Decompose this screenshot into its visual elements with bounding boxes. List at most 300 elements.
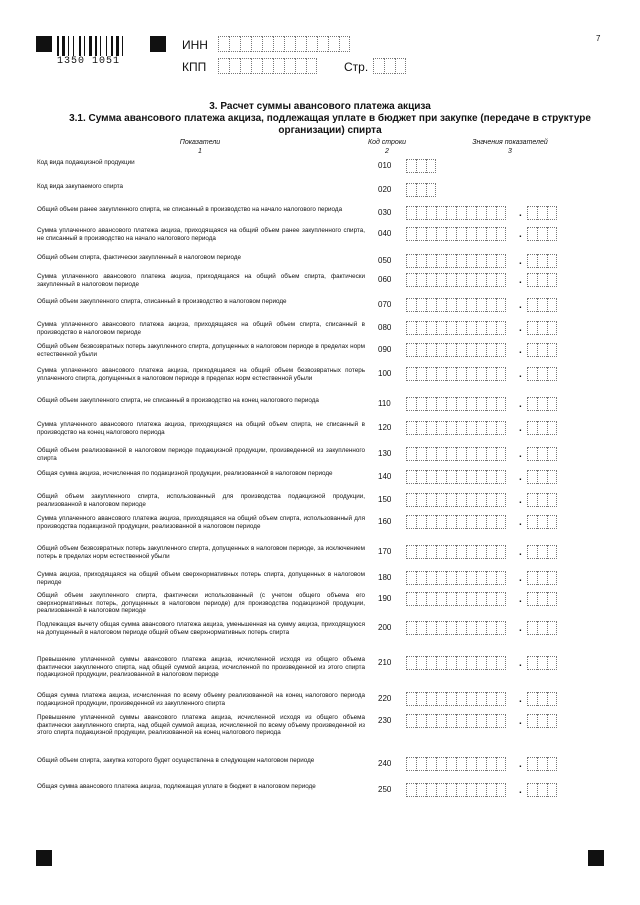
- value-cell[interactable]: [547, 757, 557, 771]
- value-cell[interactable]: [547, 515, 557, 529]
- value-cell[interactable]: [426, 757, 436, 771]
- value-cell[interactable]: [527, 421, 537, 435]
- value-cell[interactable]: [426, 254, 436, 268]
- value-cell[interactable]: [456, 571, 466, 585]
- value-cell[interactable]: [496, 447, 506, 461]
- value-cell[interactable]: [416, 757, 426, 771]
- value-cell[interactable]: [476, 783, 486, 797]
- value-cell[interactable]: [537, 545, 547, 559]
- value-cell[interactable]: [476, 321, 486, 335]
- row-fraction-field[interactable]: [527, 298, 557, 312]
- value-cell[interactable]: [416, 227, 426, 241]
- value-cell[interactable]: [496, 571, 506, 585]
- value-cell[interactable]: [456, 421, 466, 435]
- value-cell[interactable]: [547, 571, 557, 585]
- row-fraction-field[interactable]: [527, 227, 557, 241]
- value-cell[interactable]: [426, 298, 436, 312]
- value-cell[interactable]: [416, 298, 426, 312]
- value-cell[interactable]: [547, 656, 557, 670]
- value-cell[interactable]: [416, 343, 426, 357]
- row-value-field[interactable]: [406, 206, 506, 220]
- value-cell[interactable]: [547, 621, 557, 635]
- value-cell[interactable]: [456, 206, 466, 220]
- value-cell[interactable]: [456, 757, 466, 771]
- value-cell[interactable]: [406, 656, 416, 670]
- value-cell[interactable]: [486, 206, 496, 220]
- value-cell[interactable]: [436, 298, 446, 312]
- value-cell[interactable]: [537, 571, 547, 585]
- value-cell[interactable]: [426, 273, 436, 287]
- value-cell[interactable]: [416, 545, 426, 559]
- value-cell[interactable]: [416, 656, 426, 670]
- value-cell[interactable]: [476, 367, 486, 381]
- value-cell[interactable]: [527, 493, 537, 507]
- row-value-field[interactable]: [406, 515, 506, 529]
- value-cell[interactable]: [527, 321, 537, 335]
- value-cell[interactable]: [496, 656, 506, 670]
- value-cell[interactable]: [486, 470, 496, 484]
- value-cell[interactable]: [486, 783, 496, 797]
- value-cell[interactable]: [456, 273, 466, 287]
- value-cell[interactable]: [436, 421, 446, 435]
- value-cell[interactable]: [466, 367, 476, 381]
- value-cell[interactable]: [486, 447, 496, 461]
- value-cell[interactable]: [446, 656, 456, 670]
- value-cell[interactable]: [456, 621, 466, 635]
- value-cell[interactable]: [476, 298, 486, 312]
- value-cell[interactable]: [456, 470, 466, 484]
- value-cell[interactable]: [466, 592, 476, 606]
- row-value-field[interactable]: [406, 227, 506, 241]
- value-cell[interactable]: [547, 298, 557, 312]
- value-cell[interactable]: [496, 298, 506, 312]
- value-cell[interactable]: [547, 714, 557, 728]
- value-cell[interactable]: [466, 273, 476, 287]
- row-value-field[interactable]: [406, 592, 506, 606]
- value-cell[interactable]: [456, 714, 466, 728]
- value-cell[interactable]: [456, 692, 466, 706]
- value-cell[interactable]: [436, 592, 446, 606]
- value-cell[interactable]: [406, 206, 416, 220]
- value-cell[interactable]: [416, 273, 426, 287]
- value-cell[interactable]: [547, 447, 557, 461]
- value-cell[interactable]: [537, 783, 547, 797]
- value-cell[interactable]: [527, 621, 537, 635]
- value-cell[interactable]: [426, 493, 436, 507]
- value-cell[interactable]: [406, 397, 416, 411]
- value-cell[interactable]: [406, 757, 416, 771]
- value-cell[interactable]: [416, 571, 426, 585]
- value-cell[interactable]: [436, 254, 446, 268]
- value-cell[interactable]: [466, 714, 476, 728]
- value-cell[interactable]: [456, 656, 466, 670]
- value-cell[interactable]: [446, 447, 456, 461]
- value-cell[interactable]: [486, 592, 496, 606]
- value-cell[interactable]: [426, 367, 436, 381]
- value-cell[interactable]: [436, 545, 446, 559]
- value-cell[interactable]: [446, 515, 456, 529]
- value-cell[interactable]: [486, 397, 496, 411]
- value-cell[interactable]: [486, 545, 496, 559]
- value-cell[interactable]: [416, 714, 426, 728]
- row-fraction-field[interactable]: [527, 343, 557, 357]
- value-cell[interactable]: [406, 493, 416, 507]
- row-fraction-field[interactable]: [527, 273, 557, 287]
- value-cell[interactable]: [537, 227, 547, 241]
- value-cell[interactable]: [446, 367, 456, 381]
- value-cell[interactable]: [416, 397, 426, 411]
- value-cell[interactable]: [436, 343, 446, 357]
- value-cell[interactable]: [426, 421, 436, 435]
- value-cell[interactable]: [547, 493, 557, 507]
- value-cell[interactable]: [547, 254, 557, 268]
- value-cell[interactable]: [416, 447, 426, 461]
- value-cell[interactable]: [496, 757, 506, 771]
- value-cell[interactable]: [426, 656, 436, 670]
- value-cell[interactable]: [466, 254, 476, 268]
- value-cell[interactable]: [537, 421, 547, 435]
- value-cell[interactable]: [446, 206, 456, 220]
- value-cell[interactable]: [406, 298, 416, 312]
- value-cell[interactable]: [537, 621, 547, 635]
- value-cell[interactable]: [416, 183, 426, 197]
- value-cell[interactable]: [547, 470, 557, 484]
- value-cell[interactable]: [436, 397, 446, 411]
- value-cell[interactable]: [537, 273, 547, 287]
- value-cell[interactable]: [406, 714, 416, 728]
- value-cell[interactable]: [446, 714, 456, 728]
- value-cell[interactable]: [486, 692, 496, 706]
- value-cell[interactable]: [466, 621, 476, 635]
- row-value-field[interactable]: [406, 447, 506, 461]
- value-cell[interactable]: [527, 447, 537, 461]
- value-cell[interactable]: [446, 571, 456, 585]
- value-cell[interactable]: [406, 273, 416, 287]
- value-cell[interactable]: [456, 783, 466, 797]
- value-cell[interactable]: [547, 592, 557, 606]
- value-cell[interactable]: [406, 621, 416, 635]
- value-cell[interactable]: [476, 621, 486, 635]
- value-cell[interactable]: [466, 493, 476, 507]
- value-cell[interactable]: [426, 545, 436, 559]
- value-cell[interactable]: [426, 621, 436, 635]
- value-cell[interactable]: [436, 757, 446, 771]
- value-cell[interactable]: [476, 254, 486, 268]
- value-cell[interactable]: [486, 656, 496, 670]
- value-cell[interactable]: [486, 321, 496, 335]
- value-cell[interactable]: [527, 206, 537, 220]
- value-cell[interactable]: [466, 470, 476, 484]
- value-cell[interactable]: [547, 545, 557, 559]
- value-cell[interactable]: [527, 592, 537, 606]
- value-cell[interactable]: [486, 343, 496, 357]
- value-cell[interactable]: [406, 254, 416, 268]
- value-cell[interactable]: [426, 206, 436, 220]
- value-cell[interactable]: [527, 783, 537, 797]
- value-cell[interactable]: [456, 298, 466, 312]
- value-cell[interactable]: [426, 592, 436, 606]
- value-cell[interactable]: [496, 783, 506, 797]
- value-cell[interactable]: [496, 592, 506, 606]
- value-cell[interactable]: [406, 367, 416, 381]
- value-cell[interactable]: [426, 470, 436, 484]
- value-cell[interactable]: [416, 621, 426, 635]
- value-cell[interactable]: [486, 621, 496, 635]
- value-cell[interactable]: [436, 206, 446, 220]
- value-cell[interactable]: [496, 493, 506, 507]
- value-cell[interactable]: [486, 254, 496, 268]
- value-cell[interactable]: [486, 714, 496, 728]
- row-value-field[interactable]: [406, 421, 506, 435]
- kpp-field[interactable]: [218, 58, 317, 74]
- value-cell[interactable]: [426, 321, 436, 335]
- value-cell[interactable]: [466, 515, 476, 529]
- row-fraction-field[interactable]: [527, 397, 557, 411]
- value-cell[interactable]: [527, 692, 537, 706]
- value-cell[interactable]: [456, 227, 466, 241]
- value-cell[interactable]: [436, 714, 446, 728]
- value-cell[interactable]: [537, 515, 547, 529]
- value-cell[interactable]: [426, 397, 436, 411]
- value-cell[interactable]: [537, 298, 547, 312]
- value-cell[interactable]: [496, 397, 506, 411]
- value-cell[interactable]: [496, 545, 506, 559]
- row-fraction-field[interactable]: [527, 447, 557, 461]
- value-cell[interactable]: [446, 397, 456, 411]
- page-field[interactable]: [373, 58, 406, 74]
- value-cell[interactable]: [496, 227, 506, 241]
- value-cell[interactable]: [406, 343, 416, 357]
- row-value-field[interactable]: [406, 470, 506, 484]
- value-cell[interactable]: [537, 321, 547, 335]
- row-fraction-field[interactable]: [527, 545, 557, 559]
- value-cell[interactable]: [446, 621, 456, 635]
- value-cell[interactable]: [426, 183, 436, 197]
- value-cell[interactable]: [436, 367, 446, 381]
- value-cell[interactable]: [496, 367, 506, 381]
- value-cell[interactable]: [446, 545, 456, 559]
- row-value-field[interactable]: [406, 183, 436, 197]
- value-cell[interactable]: [466, 298, 476, 312]
- value-cell[interactable]: [416, 592, 426, 606]
- row-fraction-field[interactable]: [527, 757, 557, 771]
- value-cell[interactable]: [446, 470, 456, 484]
- value-cell[interactable]: [456, 367, 466, 381]
- value-cell[interactable]: [416, 692, 426, 706]
- value-cell[interactable]: [436, 273, 446, 287]
- value-cell[interactable]: [446, 298, 456, 312]
- row-value-field[interactable]: [406, 321, 506, 335]
- value-cell[interactable]: [426, 227, 436, 241]
- value-cell[interactable]: [456, 545, 466, 559]
- value-cell[interactable]: [466, 206, 476, 220]
- value-cell[interactable]: [406, 421, 416, 435]
- value-cell[interactable]: [537, 692, 547, 706]
- value-cell[interactable]: [446, 273, 456, 287]
- value-cell[interactable]: [486, 757, 496, 771]
- row-fraction-field[interactable]: [527, 470, 557, 484]
- value-cell[interactable]: [456, 321, 466, 335]
- value-cell[interactable]: [527, 273, 537, 287]
- value-cell[interactable]: [416, 254, 426, 268]
- value-cell[interactable]: [547, 343, 557, 357]
- value-cell[interactable]: [416, 321, 426, 335]
- value-cell[interactable]: [436, 515, 446, 529]
- value-cell[interactable]: [486, 367, 496, 381]
- value-cell[interactable]: [476, 447, 486, 461]
- row-value-field[interactable]: [406, 254, 506, 268]
- value-cell[interactable]: [416, 515, 426, 529]
- value-cell[interactable]: [486, 227, 496, 241]
- value-cell[interactable]: [456, 254, 466, 268]
- value-cell[interactable]: [476, 656, 486, 670]
- value-cell[interactable]: [426, 447, 436, 461]
- value-cell[interactable]: [537, 343, 547, 357]
- value-cell[interactable]: [476, 592, 486, 606]
- value-cell[interactable]: [446, 592, 456, 606]
- value-cell[interactable]: [426, 571, 436, 585]
- value-cell[interactable]: [426, 783, 436, 797]
- value-cell[interactable]: [436, 447, 446, 461]
- value-cell[interactable]: [527, 343, 537, 357]
- row-value-field[interactable]: [406, 298, 506, 312]
- row-value-field[interactable]: [406, 343, 506, 357]
- value-cell[interactable]: [476, 421, 486, 435]
- value-cell[interactable]: [476, 273, 486, 287]
- value-cell[interactable]: [466, 692, 476, 706]
- value-cell[interactable]: [476, 714, 486, 728]
- value-cell[interactable]: [466, 447, 476, 461]
- value-cell[interactable]: [416, 159, 426, 173]
- value-cell[interactable]: [426, 343, 436, 357]
- value-cell[interactable]: [496, 714, 506, 728]
- value-cell[interactable]: [547, 367, 557, 381]
- value-cell[interactable]: [466, 783, 476, 797]
- value-cell[interactable]: [446, 757, 456, 771]
- value-cell[interactable]: [406, 159, 416, 173]
- row-value-field[interactable]: [406, 621, 506, 635]
- value-cell[interactable]: [537, 493, 547, 507]
- value-cell[interactable]: [406, 545, 416, 559]
- row-value-field[interactable]: [406, 692, 506, 706]
- value-cell[interactable]: [426, 515, 436, 529]
- row-value-field[interactable]: [406, 545, 506, 559]
- row-value-field[interactable]: [406, 273, 506, 287]
- value-cell[interactable]: [416, 470, 426, 484]
- value-cell[interactable]: [547, 273, 557, 287]
- value-cell[interactable]: [537, 757, 547, 771]
- value-cell[interactable]: [406, 692, 416, 706]
- value-cell[interactable]: [527, 545, 537, 559]
- value-cell[interactable]: [496, 206, 506, 220]
- row-fraction-field[interactable]: [527, 656, 557, 670]
- value-cell[interactable]: [406, 571, 416, 585]
- value-cell[interactable]: [446, 254, 456, 268]
- value-cell[interactable]: [486, 493, 496, 507]
- value-cell[interactable]: [476, 343, 486, 357]
- row-fraction-field[interactable]: [527, 367, 557, 381]
- value-cell[interactable]: [486, 515, 496, 529]
- value-cell[interactable]: [537, 254, 547, 268]
- value-cell[interactable]: [406, 183, 416, 197]
- value-cell[interactable]: [547, 206, 557, 220]
- value-cell[interactable]: [476, 493, 486, 507]
- value-cell[interactable]: [527, 227, 537, 241]
- value-cell[interactable]: [496, 692, 506, 706]
- row-value-field[interactable]: [406, 714, 506, 728]
- row-fraction-field[interactable]: [527, 783, 557, 797]
- value-cell[interactable]: [537, 206, 547, 220]
- value-cell[interactable]: [496, 321, 506, 335]
- value-cell[interactable]: [496, 343, 506, 357]
- value-cell[interactable]: [406, 592, 416, 606]
- value-cell[interactable]: [527, 757, 537, 771]
- value-cell[interactable]: [426, 714, 436, 728]
- row-value-field[interactable]: [406, 757, 506, 771]
- value-cell[interactable]: [466, 397, 476, 411]
- value-cell[interactable]: [476, 397, 486, 411]
- row-value-field[interactable]: [406, 397, 506, 411]
- value-cell[interactable]: [456, 447, 466, 461]
- value-cell[interactable]: [436, 227, 446, 241]
- row-fraction-field[interactable]: [527, 515, 557, 529]
- value-cell[interactable]: [496, 254, 506, 268]
- value-cell[interactable]: [416, 493, 426, 507]
- value-cell[interactable]: [527, 470, 537, 484]
- row-fraction-field[interactable]: [527, 254, 557, 268]
- value-cell[interactable]: [476, 571, 486, 585]
- value-cell[interactable]: [527, 571, 537, 585]
- value-cell[interactable]: [537, 397, 547, 411]
- value-cell[interactable]: [476, 515, 486, 529]
- value-cell[interactable]: [466, 343, 476, 357]
- value-cell[interactable]: [466, 421, 476, 435]
- row-fraction-field[interactable]: [527, 692, 557, 706]
- value-cell[interactable]: [476, 470, 486, 484]
- value-cell[interactable]: [406, 447, 416, 461]
- value-cell[interactable]: [547, 783, 557, 797]
- value-cell[interactable]: [436, 493, 446, 507]
- value-cell[interactable]: [436, 656, 446, 670]
- value-cell[interactable]: [446, 783, 456, 797]
- row-fraction-field[interactable]: [527, 321, 557, 335]
- value-cell[interactable]: [456, 343, 466, 357]
- value-cell[interactable]: [436, 571, 446, 585]
- value-cell[interactable]: [446, 321, 456, 335]
- value-cell[interactable]: [496, 621, 506, 635]
- row-value-field[interactable]: [406, 493, 506, 507]
- value-cell[interactable]: [476, 692, 486, 706]
- value-cell[interactable]: [476, 757, 486, 771]
- row-fraction-field[interactable]: [527, 571, 557, 585]
- value-cell[interactable]: [426, 692, 436, 706]
- value-cell[interactable]: [476, 206, 486, 220]
- row-fraction-field[interactable]: [527, 493, 557, 507]
- value-cell[interactable]: [416, 421, 426, 435]
- value-cell[interactable]: [456, 493, 466, 507]
- value-cell[interactable]: [416, 367, 426, 381]
- value-cell[interactable]: [406, 321, 416, 335]
- value-cell[interactable]: [537, 470, 547, 484]
- value-cell[interactable]: [547, 421, 557, 435]
- value-cell[interactable]: [426, 159, 436, 173]
- value-cell[interactable]: [547, 692, 557, 706]
- value-cell[interactable]: [527, 254, 537, 268]
- value-cell[interactable]: [446, 493, 456, 507]
- value-cell[interactable]: [537, 656, 547, 670]
- row-value-field[interactable]: [406, 783, 506, 797]
- value-cell[interactable]: [446, 343, 456, 357]
